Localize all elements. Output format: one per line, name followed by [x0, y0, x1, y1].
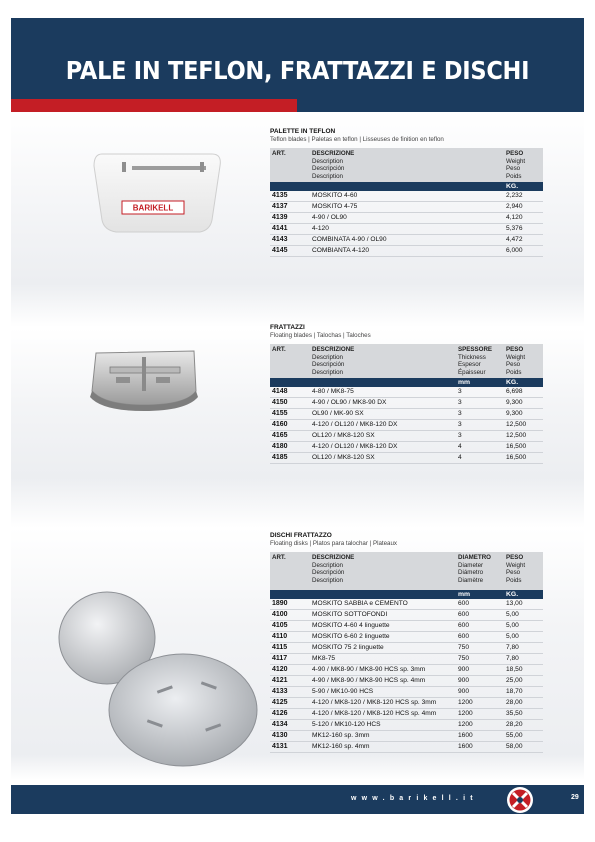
section-teflon-blades	[270, 128, 543, 257]
cell-extra: 900	[458, 666, 470, 673]
table-header	[270, 552, 543, 590]
col-art: ART.	[272, 554, 286, 561]
section-subtitle: Floating blades | Talochas | Taloches	[270, 332, 371, 339]
table-row	[270, 387, 543, 398]
table-row	[270, 453, 543, 464]
table-row	[270, 654, 543, 665]
table-row	[270, 698, 543, 709]
section-floating-blades	[270, 324, 543, 464]
cell-desc: MOSKITO 4-60	[312, 192, 358, 199]
cell-desc: 4-120 / MK8-120 / MK8-120 HCS sp. 4mm	[312, 710, 437, 717]
table-row	[270, 246, 543, 257]
cell-desc: 4-90 / MK8-90 / MK8-90 HCS sp. 4mm	[312, 677, 426, 684]
table-row	[270, 398, 543, 409]
cell-desc: COMBIANTA 4-120	[312, 247, 370, 254]
cell-art: 4130	[272, 732, 288, 739]
cell-extra: 1200	[458, 699, 473, 706]
section-subtitle: Floating disks | Platos para talochar | Plateaux	[270, 540, 398, 547]
cell-peso: 16,500	[506, 454, 527, 461]
col-description: DESCRIZIONE Description Descripción Description	[312, 554, 355, 584]
cell-art: 4125	[272, 699, 288, 706]
cell-desc: 4-90 / OL90 / MK8-90 DX	[312, 399, 387, 406]
cell-desc: MK12-160 sp. 3mm	[312, 732, 370, 739]
barikell-logo-icon	[506, 786, 534, 814]
cell-extra: 1600	[458, 743, 473, 750]
cell-peso: 35,50	[506, 710, 523, 717]
cell-peso: 5,00	[506, 633, 519, 640]
cell-art: 4185	[272, 454, 288, 461]
cell-extra: 600	[458, 622, 470, 629]
table-row	[270, 742, 543, 753]
cell-extra: 600	[458, 600, 470, 607]
cell-desc: 4-80 / MK8-75	[312, 388, 354, 395]
unit-weight: KG.	[506, 379, 519, 386]
cell-peso: 28,20	[506, 721, 523, 728]
table-row	[270, 610, 543, 621]
cell-peso: 12,500	[506, 421, 527, 428]
page-number: 29	[571, 794, 579, 801]
unit-bar	[270, 590, 543, 599]
section-title: PALETTE IN TEFLON	[270, 128, 336, 135]
page-header	[11, 18, 584, 112]
cell-art: 4155	[272, 410, 288, 417]
cell-art: 4133	[272, 688, 288, 695]
table-row	[270, 643, 543, 654]
cell-extra: 1600	[458, 732, 473, 739]
cell-peso: 16,500	[506, 443, 527, 450]
cell-peso: 5,376	[506, 225, 523, 232]
cell-art: 4135	[272, 192, 288, 199]
col-description: DESCRIZIONE Description Descripción Description	[312, 346, 355, 376]
cell-peso: 9,300	[506, 410, 523, 417]
cell-art: 1890	[272, 600, 288, 607]
cell-art: 4131	[272, 743, 288, 750]
table-header	[270, 148, 543, 182]
cell-desc: 5-120 / MK10-120 HCS	[312, 721, 381, 728]
unit-weight: KG.	[506, 183, 519, 190]
cell-peso: 13,00	[506, 600, 523, 607]
cell-art: 4150	[272, 399, 288, 406]
table-row	[270, 720, 543, 731]
cell-art: 4115	[272, 644, 288, 651]
unit-bar	[270, 378, 543, 387]
cell-peso: 55,00	[506, 732, 523, 739]
cell-art: 4160	[272, 421, 288, 428]
cell-extra: 750	[458, 655, 470, 662]
header-tab	[297, 99, 584, 112]
cell-art: 4139	[272, 214, 288, 221]
cell-peso: 2,940	[506, 203, 523, 210]
col-weight: PESO Weight Peso Poids	[506, 150, 526, 180]
section-title: DISCHI FRATTAZZO	[270, 532, 332, 539]
col-diameter: DIAMETRO Diameter Diámetro Diamètre	[458, 554, 491, 584]
col-art: ART.	[272, 150, 286, 157]
cell-peso: 6,000	[506, 247, 523, 254]
cell-desc: COMBINATA 4-90 / OL90	[312, 236, 387, 243]
col-weight: PESO Weight Peso Poids	[506, 346, 526, 376]
cell-peso: 28,00	[506, 699, 523, 706]
cell-peso: 12,500	[506, 432, 527, 439]
cell-desc: 4-120	[312, 225, 329, 232]
section-title: FRATTAZZI	[270, 324, 305, 331]
table-row	[270, 442, 543, 453]
cell-art: 4143	[272, 236, 288, 243]
table-row	[270, 632, 543, 643]
cell-extra: 3	[458, 388, 462, 395]
col-description: DESCRIZIONE Description Descripción Description	[312, 150, 355, 180]
floating-disks-image	[55, 590, 260, 768]
table-row	[270, 731, 543, 742]
cell-desc: OL120 / MK8-120 SX	[312, 432, 375, 439]
cell-desc: MK12-160 sp. 4mm	[312, 743, 370, 750]
cell-art: 4117	[272, 655, 288, 662]
table-row	[270, 213, 543, 224]
cell-desc: MOSKITO 6-60 2 linguette	[312, 633, 390, 640]
cell-art: 4100	[272, 611, 288, 618]
table-row	[270, 202, 543, 213]
page-title: PALE IN TEFLON, FRATTAZZI E DISCHI	[65, 56, 530, 85]
cell-art: 4165	[272, 432, 288, 439]
header-accent-bar	[11, 99, 297, 112]
cell-art: 4110	[272, 633, 288, 640]
section-subtitle: Teflon blades | Paletas en teflon | Lisseuses de finition en teflon	[270, 136, 444, 143]
cell-extra: 3	[458, 410, 462, 417]
cell-extra: 600	[458, 611, 470, 618]
cell-desc: MOSKITO 75 2 linguette	[312, 644, 384, 651]
cell-desc: OL90 / MK-90 SX	[312, 410, 364, 417]
cell-extra: 1200	[458, 721, 473, 728]
unit-bar	[270, 182, 543, 191]
cell-art: 4134	[272, 721, 288, 728]
table-row	[270, 191, 543, 202]
cell-art: 4126	[272, 710, 288, 717]
cell-peso: 4,472	[506, 236, 523, 243]
floating-blade-image	[86, 343, 204, 413]
cell-peso: 7,80	[506, 644, 519, 651]
unit-diameter: mm	[458, 591, 471, 598]
col-art: ART.	[272, 346, 286, 353]
cell-desc: MOSKITO 4-60 4 linguette	[312, 622, 390, 629]
section-floating-disks	[270, 532, 543, 753]
cell-peso: 5,00	[506, 611, 519, 618]
cell-extra: 4	[458, 443, 462, 450]
cell-art: 4148	[272, 388, 288, 395]
website-link[interactable]: www.barikell.it	[351, 795, 478, 802]
cell-art: 4121	[272, 677, 288, 684]
cell-desc: 4-120 / OL120 / MK8-120 DX	[312, 421, 398, 428]
cell-extra: 750	[458, 644, 470, 651]
table-header	[270, 344, 543, 378]
table-row	[270, 599, 543, 610]
table-row	[270, 687, 543, 698]
cell-peso: 58,00	[506, 743, 523, 750]
cell-peso: 25,00	[506, 677, 523, 684]
col-thickness: SPESSORE Thickness Espesor Épaisseur	[458, 346, 493, 376]
cell-desc: 5-90 / MK10-90 HCS	[312, 688, 374, 695]
cell-peso: 5,00	[506, 622, 519, 629]
table-row	[270, 709, 543, 720]
cell-art: 4120	[272, 666, 288, 673]
cell-desc: OL120 / MK8-120 SX	[312, 454, 375, 461]
cell-extra: 3	[458, 399, 462, 406]
cell-peso: 7,80	[506, 655, 519, 662]
table-row	[270, 621, 543, 632]
cell-extra: 4	[458, 454, 462, 461]
col-weight: PESO Weight Peso Poids	[506, 554, 526, 584]
cell-art: 4141	[272, 225, 288, 232]
cell-art: 4137	[272, 203, 288, 210]
cell-extra: 900	[458, 677, 470, 684]
cell-desc: MOSKITO 4-75	[312, 203, 358, 210]
cell-desc: MK8-75	[312, 655, 336, 662]
cell-peso: 6,698	[506, 388, 523, 395]
table-row	[270, 665, 543, 676]
table-row	[270, 676, 543, 687]
cell-peso: 4,120	[506, 214, 523, 221]
cell-art: 4105	[272, 622, 288, 629]
page-footer	[11, 785, 584, 814]
cell-desc: MOSKITO SABBIA e CEMENTO	[312, 600, 408, 607]
teflon-blade-image	[88, 148, 228, 240]
cell-peso: 18,70	[506, 688, 523, 695]
cell-peso: 2,232	[506, 192, 523, 199]
cell-desc: 4-90 / MK8-90 / MK8-90 HCS sp. 3mm	[312, 666, 426, 673]
cell-extra: 600	[458, 633, 470, 640]
cell-extra: 900	[458, 688, 470, 695]
table-row	[270, 235, 543, 246]
cell-extra: 3	[458, 432, 462, 439]
cell-peso: 18,50	[506, 666, 523, 673]
unit-thickness: mm	[458, 379, 471, 386]
cell-art: 4145	[272, 247, 288, 254]
cell-extra: 1200	[458, 710, 473, 717]
table-row	[270, 224, 543, 235]
table-row	[270, 431, 543, 442]
cell-desc: 4-120 / OL120 / MK8-120 DX	[312, 443, 398, 450]
brand-logo: BARIKELL	[132, 203, 174, 213]
cell-peso: 9,300	[506, 399, 523, 406]
unit-weight: KG.	[506, 591, 519, 598]
cell-extra: 3	[458, 421, 462, 428]
cell-desc: 4-90 / OL90	[312, 214, 347, 221]
table-row	[270, 409, 543, 420]
table-row	[270, 420, 543, 431]
cell-desc: MOSKITO SOTTOFONDI	[312, 611, 388, 618]
cell-art: 4180	[272, 443, 288, 450]
cell-desc: 4-120 / MK8-120 / MK8-120 HCS sp. 3mm	[312, 699, 437, 706]
